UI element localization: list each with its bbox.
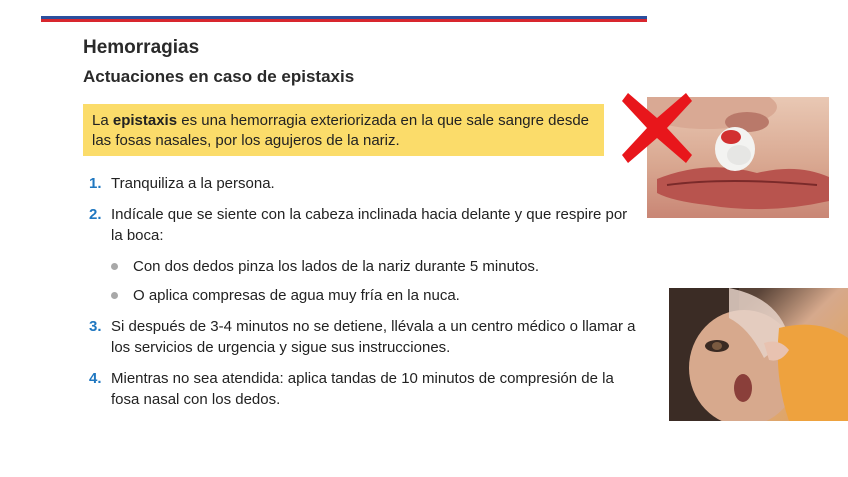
- step-number: 4.: [89, 370, 102, 387]
- step-text: Indícale que se siente con la cabeza inclinada hacia delante y que respire por la boca:: [111, 206, 628, 244]
- sub-list-item: [89, 256, 639, 277]
- list-item: [89, 368, 639, 410]
- definition-term: epistaxis: [112, 112, 178, 129]
- step-number: 2.: [89, 206, 102, 223]
- substep-text: O aplica compresas de agua muy fría en la nuca.: [133, 287, 460, 304]
- definition-prefix: La: [92, 112, 113, 129]
- nose-pinch-photo: [669, 288, 848, 421]
- step-number: 3.: [89, 318, 102, 335]
- bullet-icon: [111, 292, 118, 299]
- step-text: Tranquiliza a la persona.: [111, 175, 275, 192]
- top-accent-bar: [41, 16, 647, 22]
- red-cross-icon: [620, 91, 694, 165]
- page-title: Hemorragias: [83, 37, 200, 58]
- definition-box: [83, 104, 604, 156]
- definition-text: es una hemorragia exteriorizada en la que sale sangre desde las fosas nasales, por los agujeros de la nariz.: [92, 112, 590, 149]
- accent-bar-red: [41, 19, 647, 22]
- nose-pinch-illustration: [669, 288, 848, 421]
- sub-list-item: [89, 285, 639, 306]
- list-item: [89, 204, 639, 246]
- page-subtitle: Actuaciones en caso de epistaxis: [83, 67, 355, 86]
- step-text: Mientras no sea atendida: aplica tandas de 10 minutos de compresión de la fosa nasal con los dedos.: [111, 370, 614, 408]
- list-item: [89, 316, 639, 358]
- bullet-icon: [111, 263, 118, 270]
- substep-text: Con dos dedos pinza los lados de la nariz durante 5 minutos.: [133, 258, 540, 275]
- step-text: Si después de 3-4 minutos no se detiene, llévala a un centro médico o llamar a los servicios de urgencia y sigue sus instrucciones.: [111, 318, 636, 356]
- step-number: 1.: [89, 175, 102, 192]
- steps-list: [89, 173, 639, 410]
- list-item: [89, 173, 639, 194]
